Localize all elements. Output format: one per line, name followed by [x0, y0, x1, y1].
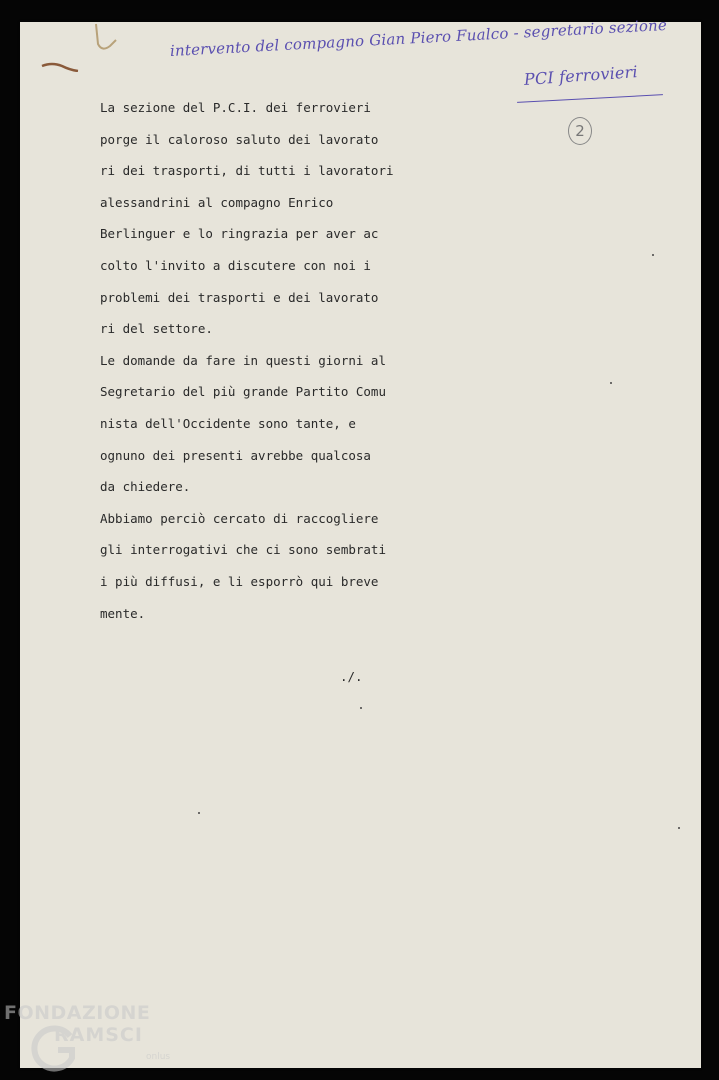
page-number: 2: [568, 117, 592, 145]
watermark-line1: FONDAZIONE: [4, 1002, 151, 1024]
typed-line: Segretario del più grande Partito Comu: [100, 384, 386, 400]
staple-mark: [40, 62, 80, 72]
typed-line: ognuno dei presenti avrebbe qualcosa: [100, 447, 371, 463]
paper-speck: [610, 382, 612, 384]
typed-body: [100, 92, 460, 629]
continuation-mark: ./.: [340, 669, 363, 684]
paper-speck: [652, 254, 654, 256]
typed-line: ri del settore.: [100, 321, 213, 337]
typed-line: La sezione del P.C.I. dei ferrovieri: [100, 100, 371, 115]
staple-mark-top: [92, 22, 120, 58]
typed-line: Berlinguer e lo ringrazia per aver ac: [100, 226, 379, 242]
paper-sheet: [20, 15, 701, 1068]
typed-line: Abbiamo perciò cercato di raccogliere: [100, 510, 379, 526]
fondazione-gramsci-watermark: [4, 1002, 179, 1078]
typed-line: problemi dei trasporti e dei lavorato: [100, 289, 379, 305]
typed-line: colto l'invito a discutere con noi i: [100, 257, 371, 273]
typed-line: mente.: [100, 605, 146, 621]
typed-line: nista dell'Occidente sono tante, e: [100, 415, 356, 431]
paper-speck: [198, 812, 200, 814]
typed-line: da chiedere.: [100, 479, 191, 495]
typed-line: i più diffusi, e li esporrò qui breve: [100, 573, 379, 589]
paper-speck: [360, 707, 362, 709]
typed-line: alessandrini al compagno Enrico: [100, 194, 334, 210]
typed-line: Le domande da fare in questi giorni al: [100, 352, 386, 368]
typed-line: porge il caloroso saluto dei lavorato: [100, 131, 379, 147]
typed-line: gli interrogativi che ci sono sembrati: [100, 542, 386, 558]
handwritten-note-line2: PCI ferrovieri: [523, 62, 639, 89]
paper-speck: [678, 827, 680, 829]
watermark-line3: onlus: [146, 1052, 171, 1062]
typed-line: ri dei trasporti, di tutti i lavoratori: [100, 163, 394, 179]
watermark-line2: RAMSCI: [54, 1024, 143, 1046]
handwritten-underline: [517, 94, 663, 103]
handwritten-note-line1: intervento del compagno Gian Piero Fualco - segretario sezione: [169, 15, 668, 60]
